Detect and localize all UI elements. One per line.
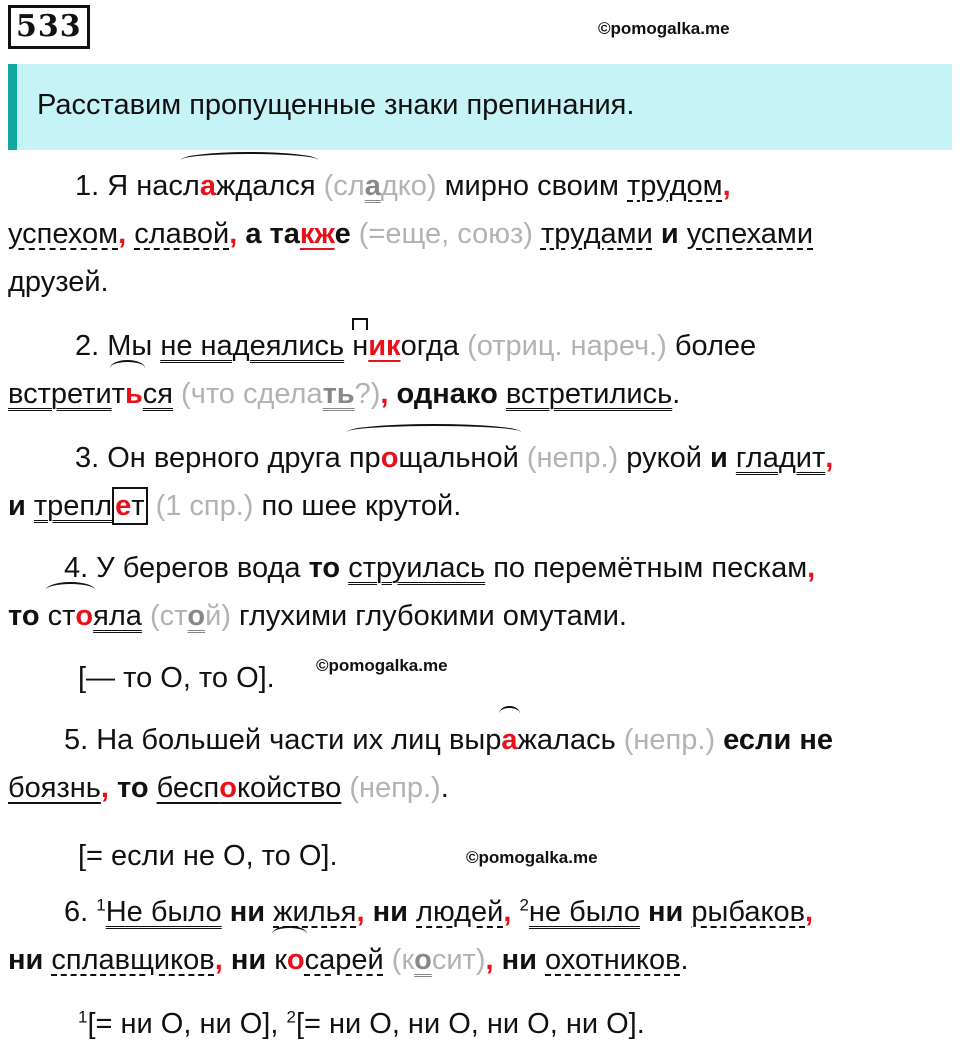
sentence-6-line-1: 6. $^1$Не было ни жилья, ни людей, $^2$не было ни рыбаков, — [64, 895, 814, 928]
sentence-5-scheme: [= если не О, то О]. — [78, 840, 338, 872]
sentence-4 — [8, 544, 956, 702]
sentence-2-line-1: 2. Мы не надеялись никогда (отриц. нареч.) более — [8, 322, 956, 370]
exercise-number: 533 — [8, 5, 90, 49]
sentence-6-scheme: $^1$[= ни О, ни О], $^2$[= ни О, ни О, ни О, ни О]. — [78, 1007, 645, 1040]
sentence-3-line-1: 3. Он верного друга прощальной (непр.) рукой и гладит, — [8, 434, 956, 482]
task-banner — [8, 64, 952, 150]
word-trudom: трудом — [627, 170, 723, 202]
watermark: ©pomogalka.me — [466, 848, 598, 867]
sentence-4-line-1: 4. У берегов вода то струилась по перемётным пескам, — [64, 552, 816, 584]
sentence-3 — [8, 434, 956, 530]
sentence-4-scheme: [— то О, то О]. — [78, 662, 275, 694]
sentence-6-line-2: ни сплавщиков, ни косарей (косит), ни охотников. — [8, 936, 956, 984]
sentence-4-line-2: то стояла (стой) глухими глубокими омутами. — [8, 592, 956, 640]
task-banner-text: Расставим пропущенные знаки препинания. — [37, 89, 635, 121]
sentence-5-line-2: боязнь, то беспокойство (непр.). — [8, 772, 449, 804]
watermark: ©pomogalka.me — [316, 656, 448, 675]
sentence-5-line-1: 5. На большей части их лиц выражалась (непр.) если не — [8, 716, 956, 764]
sentence-6 — [8, 888, 956, 1048]
sentence-1-line-3: друзей. — [8, 266, 109, 298]
sentence-2-line-2: встретиться (что сделать?), однако встретились. — [8, 370, 956, 418]
sentence-1-line-2: успехом, славой, а также (=еще, союз) трудами и успехами — [8, 218, 814, 250]
sentence-1-line-1: 1. Я наслаждался (сладко) мирно своим трудом, — [8, 162, 956, 210]
watermark: ©pomogalka.me — [598, 19, 730, 38]
sentence-1 — [8, 162, 956, 306]
sentence-2 — [8, 322, 956, 418]
sentence-3-line-2: и трепл ет (1 спр.) по шее крутой. — [8, 482, 956, 530]
